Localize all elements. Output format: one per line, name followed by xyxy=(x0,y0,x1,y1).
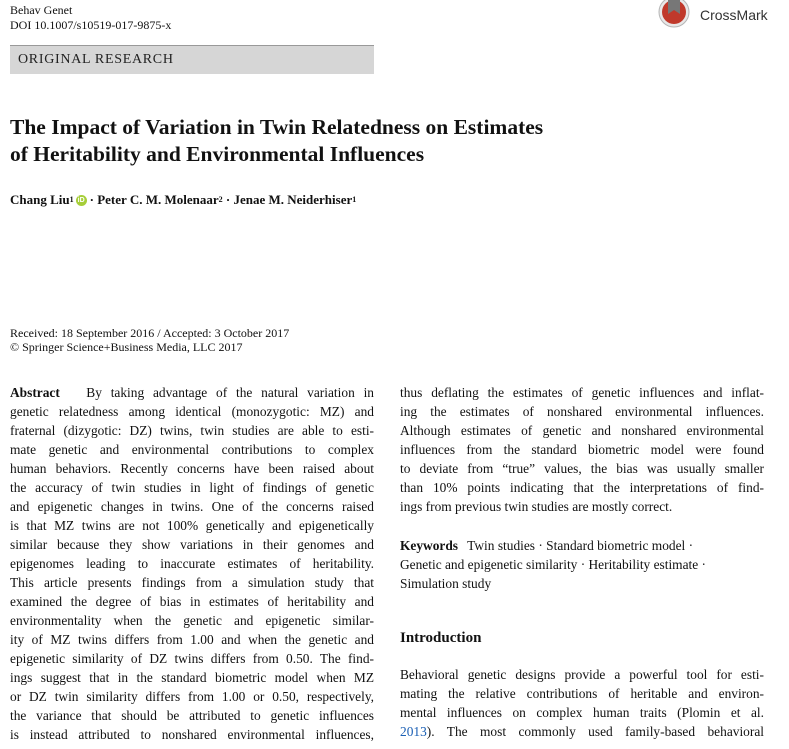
abstract-continuation xyxy=(400,383,764,516)
abstract-line: the accuracy of twin studies in light of findings of genetic xyxy=(10,480,374,495)
abstract-line: examined the degree of bias in estimates of heritability and xyxy=(10,594,374,609)
abstract-line: is that MZ twins are not 100% genetically and epigenetically xyxy=(10,518,374,533)
doi[interactable]: DOI 10.1007/s10519-017-9875-x xyxy=(10,18,172,32)
abstract-line: ity of MZ twins differs from 1.00 and when the genetic and xyxy=(10,632,374,647)
crossmark-badge[interactable] xyxy=(654,0,768,30)
copyright-notice: © Springer Science+Business Media, LLC 2017 xyxy=(10,340,243,354)
abstract-line: environmentality when the genetic and epigenetic similar- xyxy=(10,613,374,628)
author-name[interactable]: Jenae M. Neiderhiser xyxy=(233,192,353,207)
keywords-line: Genetic and epigenetic similarity · Heritability estimate · xyxy=(400,557,707,572)
crossmark-icon xyxy=(654,0,694,30)
orcid-icon[interactable]: iD xyxy=(77,196,85,204)
citation-link[interactable]: 2013 xyxy=(400,724,427,739)
abstract-line: genetic relatedness among identical (monozygotic: MZ) and xyxy=(10,404,374,419)
abstract-line: and epigenetic changes in twins. One of the concerns raised xyxy=(10,499,374,514)
keywords-line: Simulation study xyxy=(400,576,492,591)
author-separator: · xyxy=(225,192,231,207)
abstract-line: is instead attributed to nonshared environmental influences, xyxy=(10,727,374,742)
abstract-line: This article presents findings from a simulation study that xyxy=(10,575,374,590)
article-title xyxy=(10,114,730,168)
abstract-line: ings suggest that in the standard biometric model when MZ xyxy=(10,670,374,685)
keywords-line: Keywords Twin studies · Standard biometric model · xyxy=(400,538,694,553)
received-accepted-dates: Received: 18 September 2016 / Accepted: 3 October 2017 xyxy=(10,326,290,340)
intro-line: Behavioral genetic designs provide a powerful tool for esti- xyxy=(400,667,764,682)
abstract-line: fraternal (dizygotic: DZ) twins, twin studies are able to esti- xyxy=(10,423,374,438)
intro-line: mental influences on complex human traits (Plomin et al. xyxy=(400,705,764,720)
abstract-line: ing the estimates of nonshared environmental influences. xyxy=(400,404,764,419)
title-line-2: of Heritability and Environmental Influences xyxy=(10,142,425,166)
abstract-line: Although estimates of genetic and nonshared environmental xyxy=(400,423,764,438)
abstract-line: mate genetic and environmental contributions to complex xyxy=(10,442,374,457)
abstract-line: than 10% points indicating that the interpretations of find- xyxy=(400,480,764,495)
abstract-line: thus deflating the estimates of genetic influences and inflat- xyxy=(400,385,764,400)
article-type-banner xyxy=(10,45,374,74)
intro-line: mating the relative contributions of heritable and environ- xyxy=(400,686,764,701)
keywords-heading: Keywords xyxy=(400,538,459,553)
introduction-heading: Introduction xyxy=(400,630,482,646)
crossmark-label: CrossMark xyxy=(700,7,768,23)
abstract-line: to deviate from “true” values, the bias was usually smaller xyxy=(400,461,764,476)
abstract-line: ings from previous twin studies are mostly correct. xyxy=(400,499,673,514)
abstract-body xyxy=(10,383,374,744)
intro-line: 2013). The most commonly used family-based behavioral xyxy=(400,724,764,739)
abstract-line: epigenomes leading to inaccurate estimates of heritability. xyxy=(10,556,374,571)
abstract-line: human behaviors. Recently concerns have been raised about xyxy=(10,461,374,476)
title-line-1: The Impact of Variation in Twin Relatedness on Estimates xyxy=(10,115,544,139)
article-type-label: ORIGINAL RESEARCH xyxy=(18,52,174,67)
abstract-line: influences from the standard biometric model were found xyxy=(400,442,764,457)
abstract-line: or DZ twin similarity differs from 1.00 or 0.50, respectively, xyxy=(10,689,374,704)
abstract-line: Abstract By taking advantage of the natural variation in xyxy=(10,385,374,400)
abstract-line: the variance that should be attributed to genetic influences xyxy=(10,708,374,723)
author-name[interactable]: Peter C. M. Molenaar xyxy=(97,192,219,207)
author-separator: · xyxy=(89,192,94,207)
abstract-line: epigenetic similarity of DZ twins differs from 0.50. The find- xyxy=(10,651,374,666)
keywords-block xyxy=(400,536,764,593)
abstract-line: similar because they show variations in their genomes and xyxy=(10,537,374,552)
author-list: Chang Liu 1 iD · Peter C. M. Molenaar 2 · Jenae M. Neiderhiser 1 xyxy=(10,192,357,207)
author-name[interactable]: Chang Liu xyxy=(10,192,70,207)
introduction-body xyxy=(400,665,764,741)
abstract-heading: Abstract xyxy=(10,385,60,400)
journal-name: Behav Genet xyxy=(10,3,73,17)
